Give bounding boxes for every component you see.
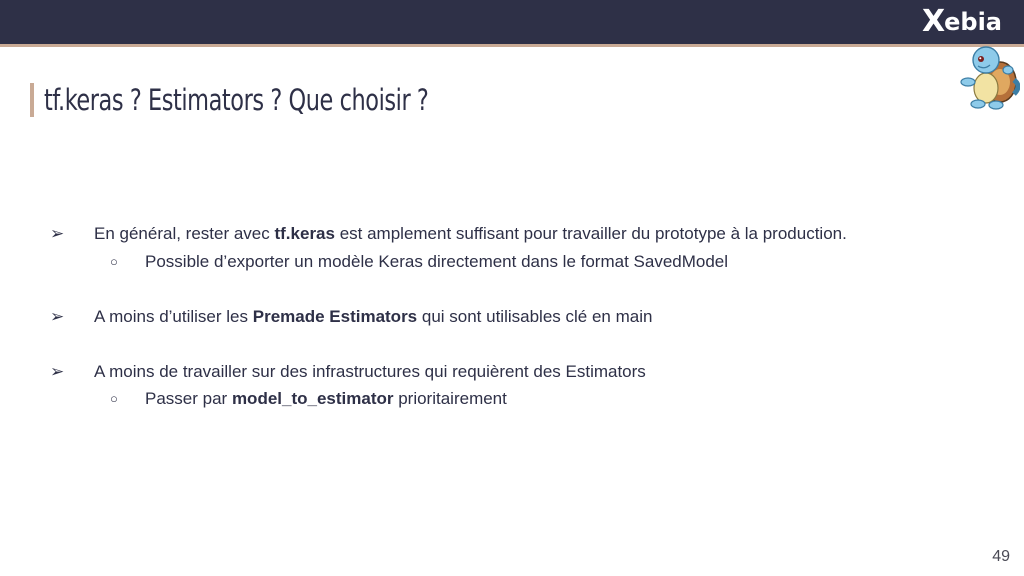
bullet-arrow-icon: ➢ (50, 306, 65, 326)
bullet-bold-term: Premade Estimators (252, 306, 418, 326)
bullet-circle-icon: ○ (110, 391, 118, 406)
sub-bullet-item (50, 248, 990, 276)
bullet-arrow-icon: ➢ (50, 224, 65, 243)
bullet-text: A moins d’utiliser les Premade Estimators qui sont utilisables clé en main (94, 306, 653, 326)
squirtle-mascot-icon (956, 42, 1020, 110)
bullet-item (50, 220, 990, 248)
bullet-text: A moins de travailler sur des infrastructures qui requièrent des Estimators (94, 361, 646, 381)
page-number: 49 (992, 548, 1010, 565)
bullet-arrow-icon: ➢ (50, 361, 65, 381)
logo-x-mark: X (921, 4, 946, 39)
sub-bullet-item (50, 385, 990, 413)
bullet-bold-term: model_to_estimator (231, 389, 394, 408)
bullet-text: En général, rester avec tf.keras est amplement suffisant pour travailler du prototype à la production. (94, 224, 847, 243)
bullet-circle-icon: ○ (110, 253, 118, 269)
title-accent-bar (30, 83, 34, 117)
slide-title: tf.keras ? Estimators ? Que choisir ? (44, 83, 429, 117)
bullet-list (50, 220, 990, 413)
bullet-bold-term: tf.keras (274, 224, 335, 243)
header-bar (0, 0, 1024, 47)
sub-bullet-text: Passer par model_to_estimator prioritairement (145, 389, 507, 408)
bullet-item (50, 303, 990, 331)
slide-title-wrap (30, 80, 491, 120)
sub-bullet-text: Possible d’exporter un modèle Keras directement dans le format SavedModel (145, 251, 729, 271)
bullet-item (50, 358, 990, 386)
xebia-logo (922, 6, 1002, 38)
logo-text: ebia (944, 8, 1002, 36)
